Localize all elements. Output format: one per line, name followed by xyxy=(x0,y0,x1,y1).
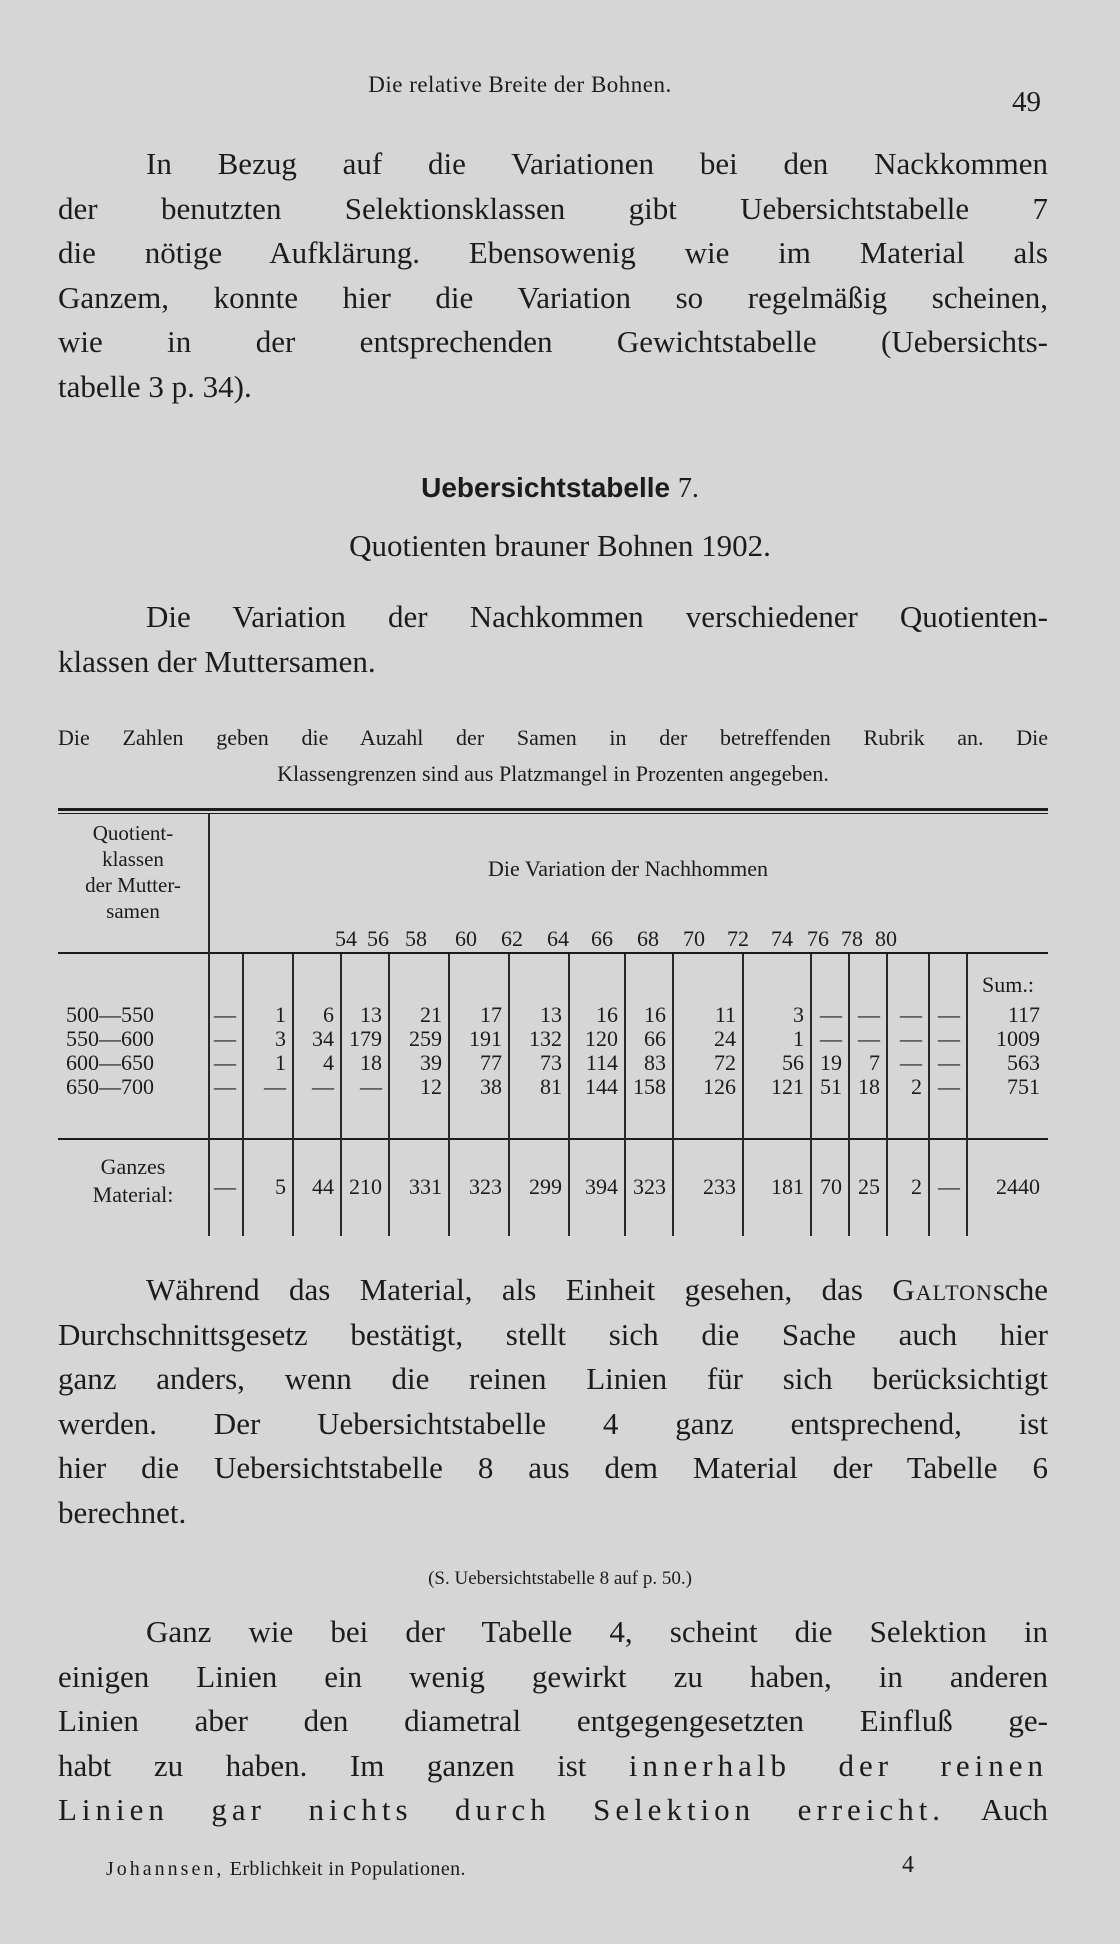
row-label: 500—550 xyxy=(66,1002,154,1027)
total-cell: 5 xyxy=(275,1174,286,1199)
total-cell: 331 xyxy=(409,1174,442,1199)
paragraph-2 xyxy=(58,1268,1048,1535)
class-bound-label: 62 xyxy=(501,926,523,951)
table-cell: 11 xyxy=(714,1002,736,1027)
total-label: Ganzes xyxy=(100,1154,166,1179)
table-cell: — xyxy=(820,1026,842,1051)
data-table xyxy=(58,808,1048,1236)
class-bound-label: 68 xyxy=(637,926,659,951)
class-bound-label: 66 xyxy=(591,926,613,951)
text-line xyxy=(58,1788,1048,1833)
total-cell: 323 xyxy=(469,1174,502,1199)
total-cell: — xyxy=(938,1174,960,1199)
table-cell: — xyxy=(214,1074,236,1099)
table-cell: — xyxy=(214,1002,236,1027)
table-cell: 121 xyxy=(771,1074,804,1099)
text-line: Klassengrenzen sind aus Platzmangel in Prozenten angegeben. xyxy=(277,761,829,786)
row-sum: 117 xyxy=(1007,1002,1040,1027)
table-cell: — xyxy=(938,1026,960,1051)
text-line: die nötige Aufklärung. Ebensowenig wie im Material als xyxy=(58,235,1048,270)
spaced-text: Linien gar nichts durch Selektion erreicht. xyxy=(58,1792,946,1827)
table-cell: 21 xyxy=(420,1002,442,1027)
text-run: Auch xyxy=(980,1792,1048,1827)
text-line: werden. Der Uebersichtstabelle 4 ganz entsprechend, ist xyxy=(58,1405,1048,1441)
top-rule-thin xyxy=(58,813,1048,814)
table-cell: 191 xyxy=(469,1026,502,1051)
row-label: 650—700 xyxy=(66,1074,154,1099)
table-cell: — xyxy=(938,1074,960,1099)
table-cell: 38 xyxy=(480,1074,502,1099)
text-line xyxy=(58,1744,1048,1789)
paragraph-1 xyxy=(58,142,1048,409)
table-cell: 24 xyxy=(714,1026,736,1051)
class-bound-label: 64 xyxy=(547,926,569,951)
table-cell: — xyxy=(264,1074,286,1099)
table-cell: 17 xyxy=(480,1002,502,1027)
total-cell: 394 xyxy=(585,1174,618,1199)
table-subtitle: Quotienten brauner Bohnen 1902. xyxy=(349,528,771,563)
text-line: Die Zahlen geben die Auzahl der Samen in der betreffenden Rubrik an. Die xyxy=(58,725,1048,750)
text-line: hier die Uebersichtstabelle 8 aus dem Material der Tabelle 6 xyxy=(58,1450,1048,1485)
row-label: 600—650 xyxy=(66,1050,154,1075)
table-cell: 81 xyxy=(540,1074,562,1099)
class-bound-label: 78 xyxy=(841,926,863,951)
stub-header xyxy=(58,820,208,924)
text-line: Ganz wie bei der Tabelle 4, scheint die Selektion in xyxy=(146,1614,1048,1649)
table-cell: 1 xyxy=(275,1050,286,1075)
table-cell: 83 xyxy=(644,1050,666,1075)
total-cell: 44 xyxy=(312,1174,334,1199)
table-cell: — xyxy=(900,1050,922,1075)
table-cell: 72 xyxy=(714,1050,736,1075)
row-label: 550—600 xyxy=(66,1026,154,1051)
total-cell: 323 xyxy=(633,1174,666,1199)
top-rule xyxy=(58,808,1048,811)
stub-header-line: samen xyxy=(106,899,160,923)
text-line: Ganzem, konnte hier die Variation so regelmäßig scheinen, xyxy=(58,279,1048,315)
table-cell: 3 xyxy=(275,1026,286,1051)
table-cell: 19 xyxy=(820,1050,842,1075)
text-line: Durchschnittsgesetz bestätigt, stellt sich die Sache auch hier xyxy=(58,1316,1048,1352)
table-cell: 73 xyxy=(540,1050,562,1075)
table-cell: 77 xyxy=(480,1050,502,1075)
table-cell: 18 xyxy=(360,1050,382,1075)
text-line: berechnet. xyxy=(58,1494,187,1530)
total-cell: 181 xyxy=(771,1174,804,1199)
table-cell: 3 xyxy=(793,1002,804,1027)
text-line: der benutzten Selektionsklassen gibt Uebersichtstabelle 7 xyxy=(58,190,1048,226)
class-bound-label: 74 xyxy=(771,926,793,951)
table-title xyxy=(0,472,1120,505)
variation-header: Die Variation der Nachhommen xyxy=(487,856,768,881)
table-cell: — xyxy=(938,1002,960,1027)
text-run: habt zu haben. Im ganzen ist xyxy=(58,1747,587,1783)
text-line xyxy=(58,1268,1048,1313)
table-cell: 2 xyxy=(911,1074,922,1099)
text-run: sche xyxy=(992,1272,1049,1307)
table-title-text: Uebersichtstabelle xyxy=(421,472,671,503)
page-number: 49 xyxy=(1012,86,1041,118)
table-cell: 56 xyxy=(782,1050,804,1075)
table-cell: 12 xyxy=(420,1074,442,1099)
table-cell: 34 xyxy=(312,1026,334,1051)
total-cell: 2 xyxy=(911,1174,922,1199)
table-cell: 51 xyxy=(820,1074,842,1099)
total-cell: 210 xyxy=(349,1174,382,1199)
signature-mark: 4 xyxy=(902,1852,914,1878)
class-bound-label: 60 xyxy=(455,926,477,951)
table-cell: 39 xyxy=(420,1050,442,1075)
table-cell: — xyxy=(820,1002,842,1027)
stub-header-line: der Mutter- xyxy=(85,873,181,897)
text-line: wie in der entsprechenden Gewichtstabelle (Uebersichts- xyxy=(58,324,1048,359)
text-line: klassen der Muttersamen. xyxy=(58,644,376,679)
stub-header-line: Quotient- xyxy=(92,821,174,845)
running-head: Die relative Breite der Bohnen. xyxy=(368,72,672,97)
table-cell: 158 xyxy=(633,1074,666,1099)
table-cell: 16 xyxy=(644,1002,666,1027)
table-cell: 66 xyxy=(644,1026,666,1051)
total-cell: 233 xyxy=(703,1174,736,1199)
class-bound-label: 54 xyxy=(335,926,357,951)
text-line: Linien aber den diametral entgegengesetzten Einfluß ge- xyxy=(58,1703,1048,1738)
galton-name: Galton xyxy=(892,1272,993,1307)
text-line: ganz anders, wenn die reinen Linien für sich berücksichtigt xyxy=(58,1361,1048,1396)
total-label: Material: xyxy=(92,1182,174,1207)
text-line: In Bezug auf die Variationen bei den Nackkommen xyxy=(146,146,1048,181)
table-cell: — xyxy=(900,1002,922,1027)
table-description xyxy=(58,594,1048,684)
table-cell: 6 xyxy=(323,1002,334,1027)
table-cell: — xyxy=(858,1026,880,1051)
text-line: tabelle 3 p. 34). xyxy=(58,368,252,404)
table-cell: 179 xyxy=(349,1026,382,1051)
table-cell: 18 xyxy=(858,1074,880,1099)
class-bound-label: 80 xyxy=(875,926,897,951)
class-bound-label: 76 xyxy=(807,926,829,951)
table-cell: — xyxy=(858,1002,880,1027)
table-cell: 120 xyxy=(585,1026,618,1051)
total-cell: — xyxy=(214,1174,236,1199)
spaced-text: innerhalb der reinen xyxy=(628,1747,1049,1783)
class-bound-label: 72 xyxy=(727,926,749,951)
class-bound-label: 56 xyxy=(367,926,389,951)
total-cell: 70 xyxy=(820,1174,842,1199)
table-reference: (S. Uebersichtstabelle 8 auf p. 50.) xyxy=(428,1568,692,1589)
total-sum: 2440 xyxy=(996,1174,1040,1199)
table-cell: — xyxy=(214,1050,236,1075)
table-cell: 132 xyxy=(529,1026,562,1051)
table-cell: 13 xyxy=(360,1002,382,1027)
total-cell: 25 xyxy=(858,1174,880,1199)
table-cell: — xyxy=(900,1026,922,1051)
table-cell: 7 xyxy=(869,1050,880,1075)
stub-header-line: klassen xyxy=(102,847,164,871)
header-rule xyxy=(58,952,1048,954)
paragraph-3 xyxy=(58,1610,1048,1833)
table-cell: 144 xyxy=(585,1074,618,1099)
footer-author: Johannsen, xyxy=(106,1858,225,1880)
text-line: einigen Linien ein wenig gewirkt zu haben, in anderen xyxy=(58,1658,1048,1694)
total-cell: 299 xyxy=(529,1174,562,1199)
table-cell: — xyxy=(214,1026,236,1051)
table-note xyxy=(58,720,1048,792)
footer xyxy=(106,1858,466,1881)
table-cell: 4 xyxy=(323,1050,334,1075)
text-line: Die Variation der Nachkommen verschiedener Quotienten- xyxy=(146,599,1048,634)
table-cell: — xyxy=(360,1074,382,1099)
table-cell: — xyxy=(312,1074,334,1099)
footer-work: Erblichkeit in Populationen. xyxy=(229,1858,466,1880)
text-run: Während das Material, als Einheit gesehen, das xyxy=(146,1272,863,1307)
table-cell: 259 xyxy=(409,1026,442,1051)
table-cell: 1 xyxy=(275,1002,286,1027)
table-title-number: 7. xyxy=(677,473,699,504)
class-bound-label: 70 xyxy=(683,926,705,951)
table-cell: 1 xyxy=(793,1026,804,1051)
class-bound-label: 58 xyxy=(405,926,427,951)
table-cell: 13 xyxy=(540,1002,562,1027)
table-cell: 126 xyxy=(703,1074,736,1099)
row-sum: 751 xyxy=(1007,1074,1040,1099)
sum-header: Sum.: xyxy=(982,972,1034,997)
table-cell: — xyxy=(938,1050,960,1075)
table-cell: 114 xyxy=(585,1050,618,1075)
table-cell: 16 xyxy=(596,1002,618,1027)
row-sum: 1009 xyxy=(996,1026,1040,1051)
row-sum: 563 xyxy=(1007,1050,1040,1075)
total-rule xyxy=(58,1138,1048,1140)
